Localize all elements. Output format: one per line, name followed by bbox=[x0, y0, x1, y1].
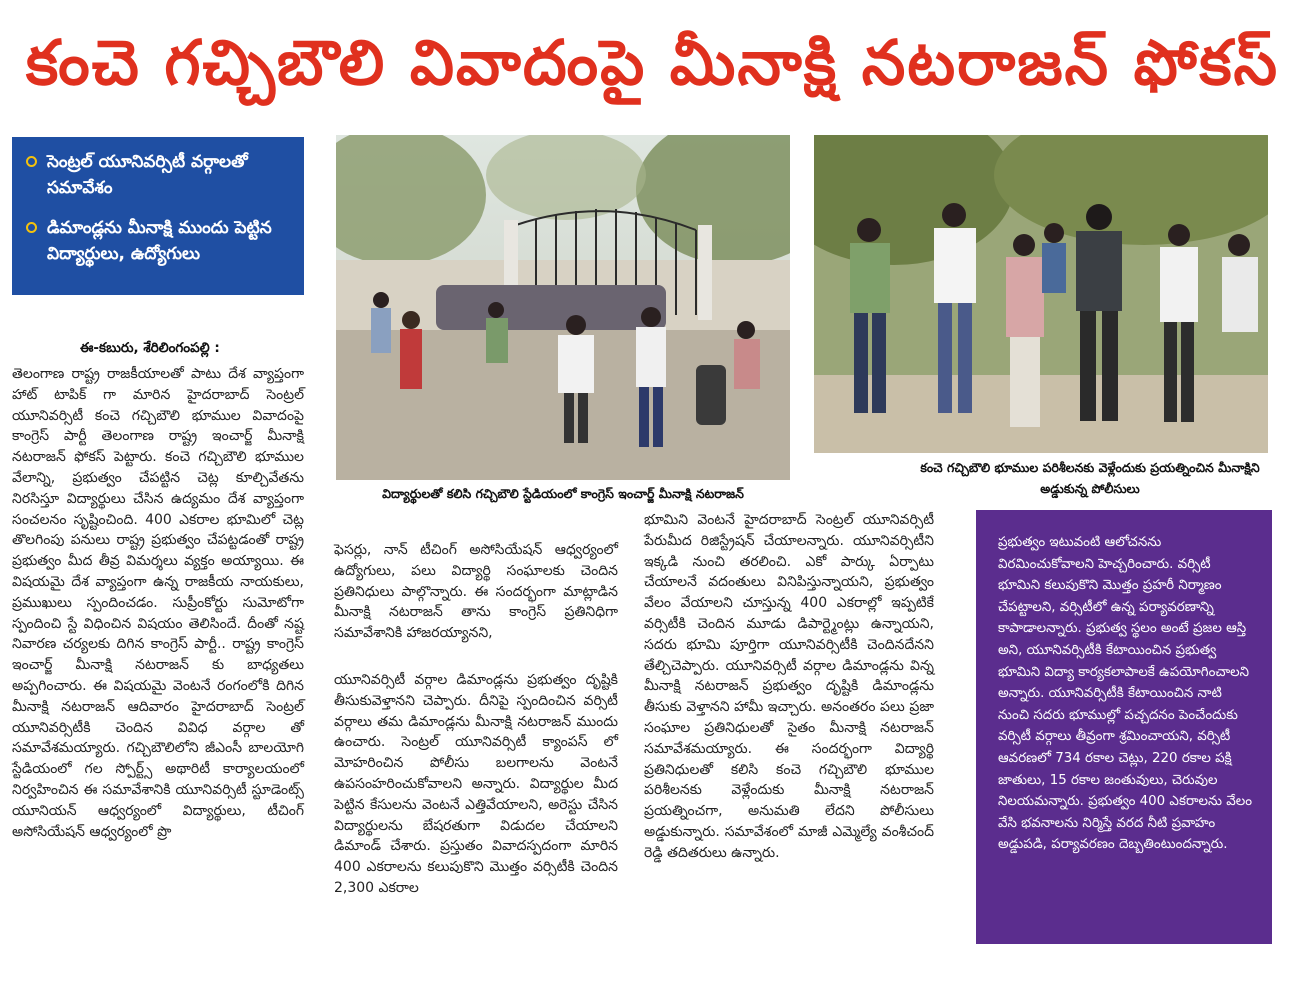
bullet-ring-icon bbox=[26, 156, 37, 167]
highlight-text: డిమాండ్లను మీనాక్షి ముందు పెట్టిన విద్యార్థులు, ఉద్యోగులు bbox=[47, 218, 272, 264]
article-paragraph: యూనివర్సిటీ వర్గాల డిమాండ్లను ప్రభుత్వం దృష్టికి తీసుకువెళ్తానని చెప్పారు. దీనిపై స్పందించిన వర్సిటీ వర్గాలు తమ డిమాండ్లను మీనాక్షి నటరాజన్ ముందు ఉంచారు. సెంట్రల్ యూనివర్సిటీ క్యాంపస్ లో మోహరించిన పోలీసు బలగాలను వెంటనే ఉపసంహరించుకోవాలని అన్నారు. విద్యార్థుల మీద పెట్టిన కేసులను వెంటనే ఎత్తివేయాలని, అరెస్టు చేసిన విద్యార్థులను బేషరతుగా విడుదల చేయాలని డిమాండ్ చేశారు. ప్రస్తుతం వివాదస్పదంగా మారిన 400 ఎకరాలను కలుపుకొని మొత్తం వర్సిటీకి చెందిన 2,300 ఎకరాల bbox=[334, 671, 618, 896]
highlight-item bbox=[26, 149, 292, 201]
photo2-caption: కంచె గచ్చిబౌలి భూముల పరిశీలనకు వెళ్లేందుకు ప్రయత్నించిన మీనాక్షిని అడ్డుకున్న పోలీసులు bbox=[920, 460, 1260, 496]
dateline: ఈ-కబురు, శేరిలింగంపల్లి : bbox=[80, 340, 220, 356]
police-stop-photo bbox=[814, 135, 1268, 453]
sidebar-text: ప్రభుత్వం ఇటువంటి ఆలోచనను విరమించుకోవాలని హెచ్చరించారు. వర్సిటీ భూమిని కలుపుకొని మొత్తం ప్రహరీ నిర్మాణం చేపట్టాలని, వర్సిటీలో ఉన్న పర్యావరణాన్ని కాపాడాలన్నారు. ప్రభుత్వ స్థలం అంటే ప్రజల ఆస్తి అని, యూనివర్సిటీకి కేటాయించిన ప్రభుత్వ భూమిని విద్యా కార్యకలాపాలకే ఉపయోగించాలని అన్నారు. యూనివర్సిటీకి కేటాయించిన నాటి నుంచి సదరు భూముల్లో పచ్చదనం పెంచేందుకు వర్సిటీ వర్గాలు తీవ్రంగా శ్రమించాయని, వర్సిటీ ఆవరణలో 734 రకాల చెట్లు, 220 రకాల పక్షి జాతులు, 15 రకాల జంతువులు, చెరువుల నిలయమన్నారు. ప్రభుత్వం 400 ఎకరాలను వేలం వేసి భవనాలను నిర్మిస్తే వరద నీటి ప్రవాహం అడ్డుపడి, పర్యావరణం దెబ్బతింటుందన్నారు. bbox=[998, 535, 1253, 853]
article-column-2 bbox=[334, 540, 618, 905]
purple-sidebar-box bbox=[976, 510, 1272, 944]
article-paragraph: ఫెసర్లు, నాన్ టీచింగ్ అసోసియేషన్ ఆధ్వర్యంలో ఉద్యోగులు, పలు విద్యార్థి సంఘాలకు చెందిన ప్రతినిధులు పాల్గొన్నారు. ఈ సందర్భంగా మాట్లాడిన మీనాక్షి నటరాజన్ తాను కాంగ్రెస్ ప్రతినిధిగా సమావేశానికి హాజరయ్యానని, bbox=[334, 542, 618, 642]
highlights-box bbox=[12, 137, 304, 295]
article-paragraph: భూమిని వెంటనే హైదరాబాద్ సెంట్రల్ యూనివర్సిటీ పేరుమీద రిజిస్ట్రేషన్ చేయాలన్నారు. యూనివర్సిటీని ఇక్కడి నుంచి తరలించి. ఎకో పార్కు ఏర్పాటు చేయాలనే వదంతులు వినిపిస్తున్నాయని, ప్రభుత్వం వేలం వేయాలని చూస్తున్న 400 ఎకరాల్లో ఇప్పటికే వర్సిటీకి చెందిన మూడు డిపార్ట్మెంట్లు ఉన్నాయని, సదరు భూమి పూర్తిగా యూనివర్సిటీకి చెందినదేనని తేల్చిచెప్పారు. యూనివర్సిటీ వర్గాల డిమాండ్లను విన్న మీనాక్షి నటరాజన్ ప్రభుత్వం దృష్టికి డిమాండ్లను తీసుకు వెళ్తానని హామీ ఇచ్చారు. అనంతరం పలు ప్రజా సంఘాల ప్రతినిధులతో సైతం మీనాక్షి నటరాజన్ సమావేశమయ్యారు. ఈ సందర్భంగా విద్యార్థి ప్రతినిధులతో కలిసి కంచె గచ్చిబౌలి భూముల పరిశీలనకు వెళ్లేందుకు మీనాక్షి నటరాజన్ ప్రయత్నించగా, అనుమతి లేదని పోలీసులు అడ్డుకున్నారు. సమావేశంలో మాజీ ఎమ్మెల్యే వంశీచంద్ రెడ్డి తదితరులు ఉన్నారు. bbox=[644, 512, 934, 861]
article-column-1 bbox=[12, 364, 304, 848]
highlight-text: సెంట్రల్ యూనివర్సిటీ వర్గాలతో సమావేశం bbox=[47, 152, 248, 198]
highlight-item bbox=[26, 215, 292, 267]
photo1-caption: విద్యార్థులతో కలిసి గచ్చిబౌలి స్టేడియంలో కాంగ్రెస్ ఇంచార్జ్ మీనాక్షి నటరాజన్ bbox=[382, 486, 744, 501]
headline: కంచె గచ్చిబౌలి వివాదంపై మీనాక్షి నటరాజన్ ఫోకస్ bbox=[25, 26, 1280, 99]
bullet-ring-icon bbox=[26, 222, 37, 233]
stadium-gate-photo bbox=[336, 135, 790, 480]
article-paragraph: తెలంగాణ రాష్ట్ర రాజకీయాలతో పాటు దేశ వ్యాప్తంగా హాట్ టాపిక్ గా మారిన హైదరాబాద్ సెంట్రల్ యూనివర్సిటీ కంచె గచ్చిబౌలి భూముల వివాదంపై కాంగ్రెస్ పార్టీ తెలంగాణ రాష్ట్ర ఇంచార్జ్ మీనాక్షి నటరాజన్ ఫోకస్ పెట్టారు. కంచె గచ్చిబౌలి భూముల వేలాన్ని, ప్రభుత్వం చేపట్టిన చెట్ల కూల్చివేతను నిరసిస్తూ విద్యార్థులు చేసిన ఉద్యమం దేశ వ్యాప్తంగా సంచలనం సృష్టించింది. 400 ఎకరాల భూమిలో చెట్ల తొలగింపు పనులు రాష్ట్ర ప్రభుత్వం చేపట్టడంతో రాష్ట్ర ప్రభుత్వం మీద తీవ్ర విమర్శలు వ్యక్తం అయ్యాయి. ఈ విషయమై దేశ వ్యాప్తంగా ఉన్న రాజకీయ నాయకులు, ప్రముఖులు స్పందించడం. సుప్రీంకోర్టు సుమోటోగా స్పందించి స్టే విధించిన విషయం తెలిసిందే. దీంతో నష్ట నివారణ చర్యలకు దిగిన కాంగ్రెస్ పార్టీ.. రాష్ట్ర కాంగ్రెస్ ఇంచార్జ్ మీనాక్షి నటరాజన్ కు బాధ్యతలు అప్పగించారు. ఈ విషయమై వెంటనే రంగంలోకి దిగిన మీనాక్షి నటరాజన్ ఆదివారం హైదరాబాద్ సెంట్రల్ యూనివర్సిటీకి చెందిన వివిధ వర్గాల తో సమావేశమయ్యారు. గచ్చిబౌలిలోని జీఎంసీ బాలయోగి స్టేడియంలో గల స్పోర్ట్స్ అథారిటీ కార్యాలయంలో నిర్వహించిన ఈ సమావేశానికి యూనివర్సిటీ స్టూడెంట్స్ యూనియన్ ఆధ్వర్యంలో విద్యార్థులు, టీచింగ్ అసోసియేషన్ ఆధ్వర్యంలో ప్రొ bbox=[12, 366, 304, 840]
article-column-3 bbox=[644, 510, 934, 870]
